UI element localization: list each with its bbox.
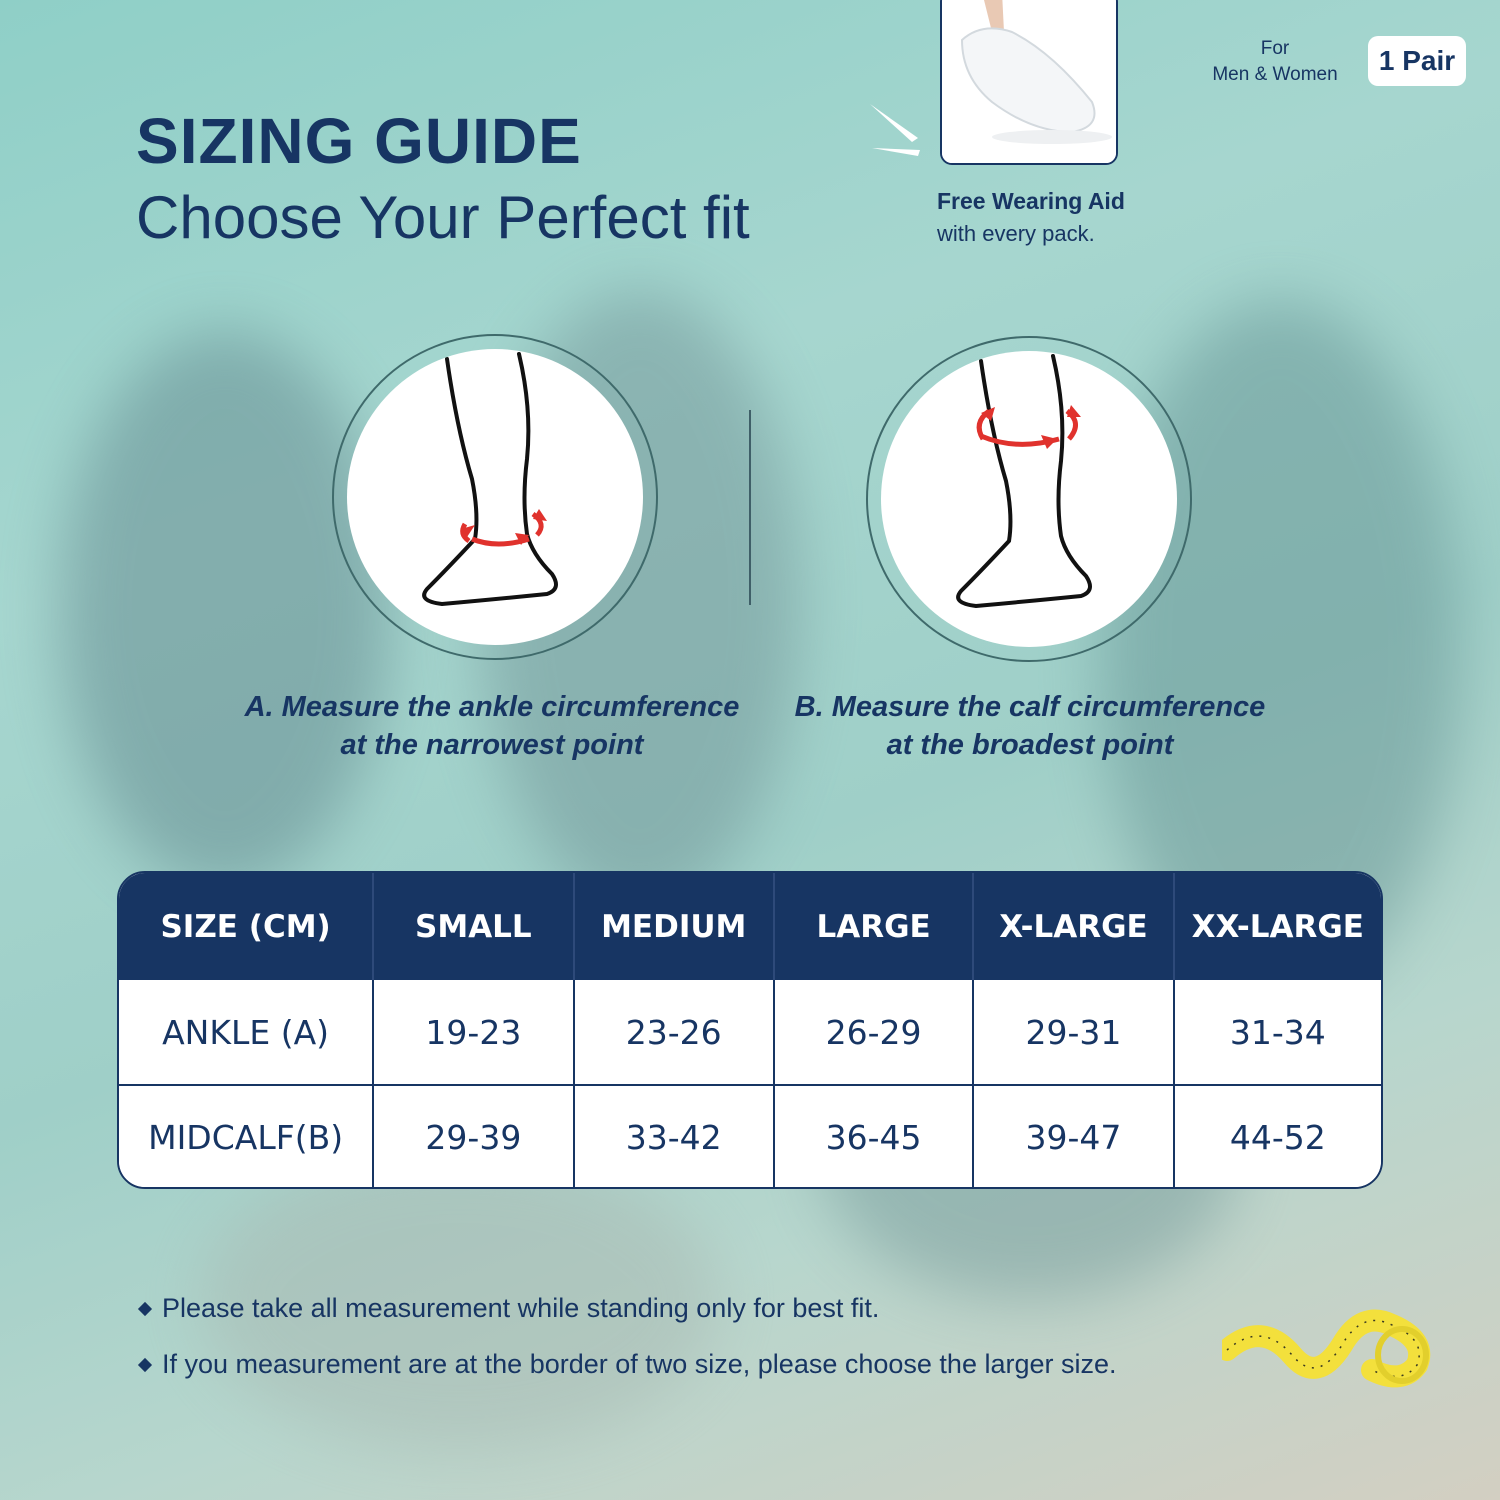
note-item: [137, 1293, 879, 1324]
table-cell: 26-29: [775, 980, 974, 1084]
audience-label: [1200, 36, 1350, 88]
divider: [749, 410, 751, 605]
ankle-instruction-line1: A. Measure the ankle circumference: [244, 691, 740, 723]
note-text: Please take all measurement while standing only for best fit.: [162, 1293, 880, 1323]
size-table: [117, 871, 1383, 1189]
table-cell: 44-52: [1229, 1118, 1326, 1157]
table-cell: 39-47: [974, 1086, 1174, 1189]
ankle-measure-illustration: [332, 334, 658, 660]
table-header-cell: MEDIUM: [575, 873, 775, 980]
table-header-cell: SMALL: [374, 873, 574, 980]
table-cell: 23-26: [575, 980, 775, 1084]
audience-label-line2: Men & Women: [1212, 64, 1338, 85]
wearing-aid-image: [940, 0, 1118, 165]
audience-label-line1: For: [1260, 38, 1290, 59]
calf-measure-illustration: [866, 336, 1192, 662]
table-header-cell: XX-LARGE: [1191, 908, 1364, 945]
ankle-leg-icon: [347, 349, 643, 645]
table-cell: 31-34: [1229, 1012, 1326, 1052]
ankle-instruction: [212, 688, 772, 764]
table-row-label: MIDCALF(B): [119, 1086, 374, 1189]
calf-instruction: [750, 688, 1310, 764]
table-header-cell: LARGE: [775, 873, 974, 980]
table-header-cell: SIZE (CM): [119, 873, 374, 980]
background-blur: [60, 330, 390, 890]
table-header-cell: X-LARGE: [974, 873, 1174, 980]
table-cell: 33-42: [575, 1086, 775, 1189]
table-row-label: ANKLE (A): [119, 980, 374, 1084]
burst-lines-icon: [868, 100, 928, 160]
table-row: [119, 1086, 1381, 1189]
pair-badge: 1 Pair: [1368, 36, 1466, 86]
wearing-aid-title: Free Wearing Aid: [937, 188, 1125, 214]
ankle-instruction-line2: at the narrowest point: [340, 729, 644, 761]
page-title: SIZING GUIDE: [136, 105, 582, 177]
table-cell: 29-31: [974, 980, 1174, 1084]
table-row: [119, 980, 1381, 1086]
note-text: If you measurement are at the border of two size, please choose the larger size.: [162, 1349, 1117, 1379]
page-subtitle: Choose Your Perfect fit: [136, 184, 750, 251]
calf-leg-icon: [881, 351, 1177, 647]
diamond-bullet-icon: [138, 1357, 152, 1371]
table-cell: 29-39: [374, 1086, 574, 1189]
calf-instruction-line2: at the broadest point: [886, 729, 1174, 761]
measuring-tape-icon: [1222, 1300, 1432, 1395]
diamond-bullet-icon: [138, 1301, 152, 1315]
wearing-aid-subtitle: with every pack.: [937, 221, 1095, 246]
calf-instruction-line1: B. Measure the calf circumference: [794, 691, 1266, 723]
note-item: [137, 1349, 1117, 1380]
table-header-row: [119, 873, 1381, 980]
table-cell: 36-45: [775, 1086, 974, 1189]
table-cell: 19-23: [374, 980, 574, 1084]
